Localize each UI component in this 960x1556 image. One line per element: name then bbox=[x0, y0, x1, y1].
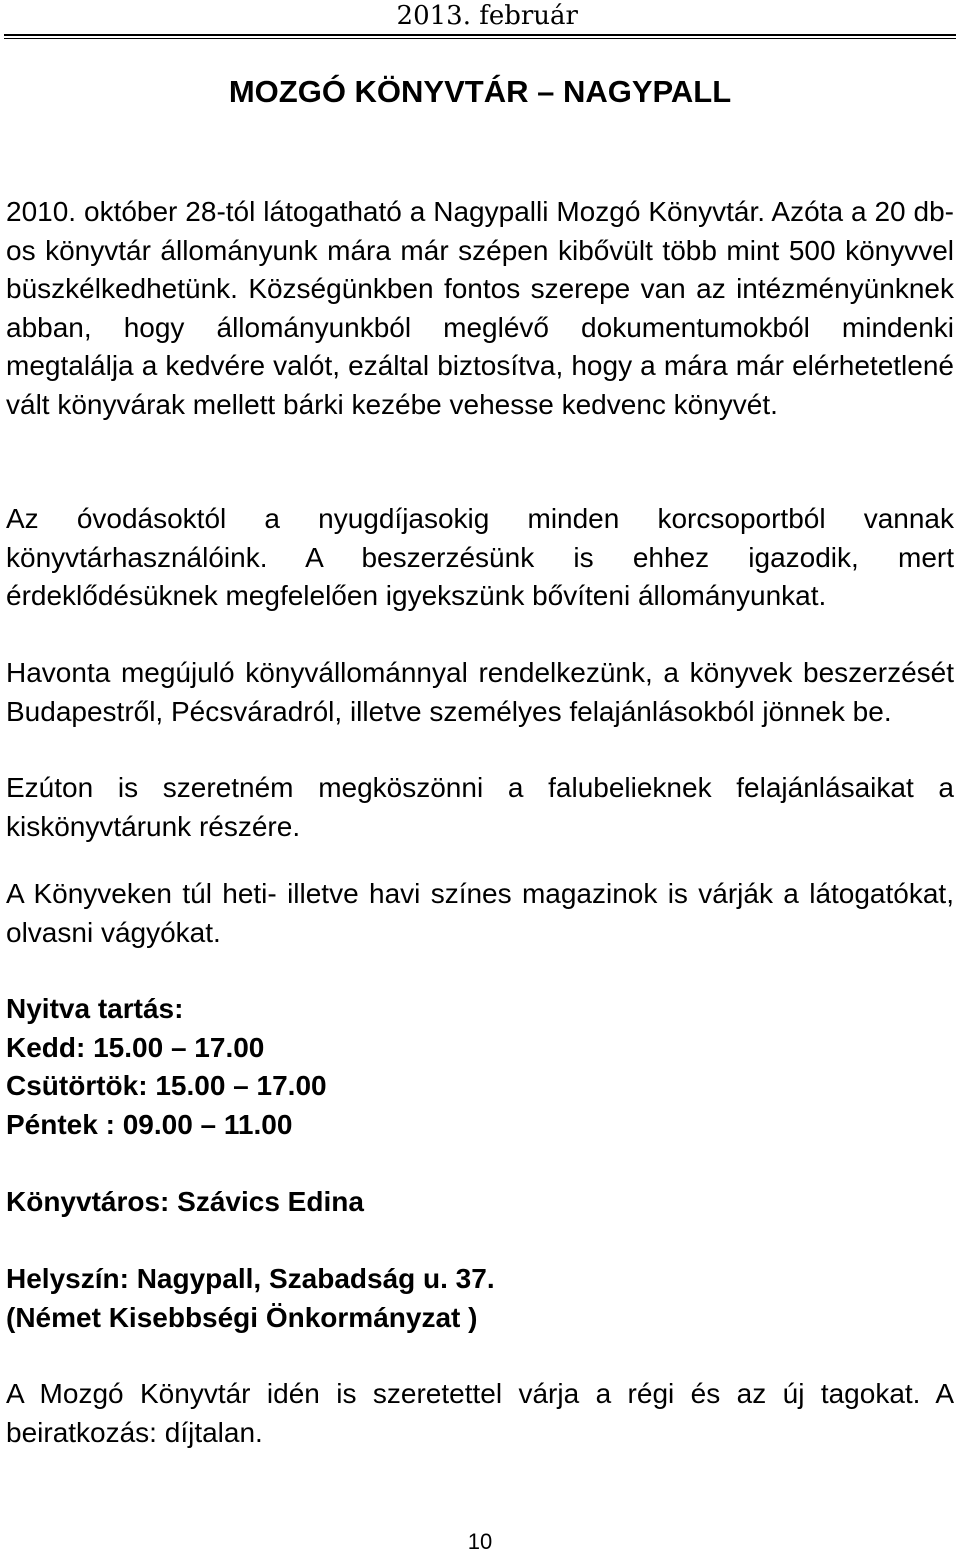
article-title: MOZGÓ KÖNYVTÁR – NAGYPALL bbox=[228, 74, 732, 109]
paragraph-acquisitions: Havonta megújuló könyvállománnyal rendelkezünk, a könyvek beszerzését Budapestről, Pécsváradról, illetve személyes felajánlásokból jönnek be. bbox=[6, 657, 954, 727]
header-rule-thick bbox=[4, 34, 956, 36]
running-header-date: 2013. február bbox=[396, 1, 578, 31]
paragraph-readers: Az óvodásoktól a nyugdíjasokig minden korcsoportból vannak könyvtárhasználóink. A beszerzésünk is ehhez igazodik, mert érdeklődésüknek megfelelően igyekszünk bővíteni állományunkat. bbox=[6, 503, 954, 611]
opening-hours-tuesday: Kedd: 15.00 – 17.00 bbox=[6, 1032, 265, 1063]
paragraph-invitation: A Mozgó Könyvtár idén is szeretettel várja a régi és az új tagokat. A beiratkozás: díjtalan. bbox=[6, 1378, 954, 1448]
page-number: 10 bbox=[467, 1529, 493, 1554]
opening-hours-friday: Péntek : 09.00 – 11.00 bbox=[6, 1109, 293, 1140]
paragraph-library-history: 2010. október 28-tól látogatható a Nagypalli Mozgó Könyvtár. Azóta a 20 db-os könyvtár állományunk mára már szépen kibővült több mint 500 könyvvel büszkélkedhetünk. Községünkben fontos szerepe van az intézményünknek abban, hogy állományunkból meglévő dokumentumokból mindenki megtalálja a kedvére valót, ezáltal biztosítva, hogy a mára már elérhetetlené vált könyvárak mellett bárki kezébe vehesse kedvenc könyvét. bbox=[6, 196, 954, 420]
location-address: Helyszín: Nagypall, Szabadság u. 37. bbox=[6, 1263, 495, 1294]
header-rule-thin bbox=[4, 38, 956, 39]
paragraph-magazines: A Könyveken túl heti- illetve havi színes magazinok is várják a látogatókat, olvasni vágyókat. bbox=[6, 878, 954, 948]
opening-hours-thursday: Csütörtök: 15.00 – 17.00 bbox=[6, 1070, 327, 1101]
location-note: (Német Kisebbségi Önkormányzat ) bbox=[6, 1302, 478, 1333]
librarian-name: Könyvtáros: Szávics Edina bbox=[6, 1186, 364, 1217]
paragraph-thanks: Ezúton is szeretném megköszönni a falubelieknek felajánlásaikat a kiskönyvtárunk részére. bbox=[6, 772, 954, 842]
opening-hours-heading: Nyitva tartás: bbox=[6, 993, 184, 1024]
